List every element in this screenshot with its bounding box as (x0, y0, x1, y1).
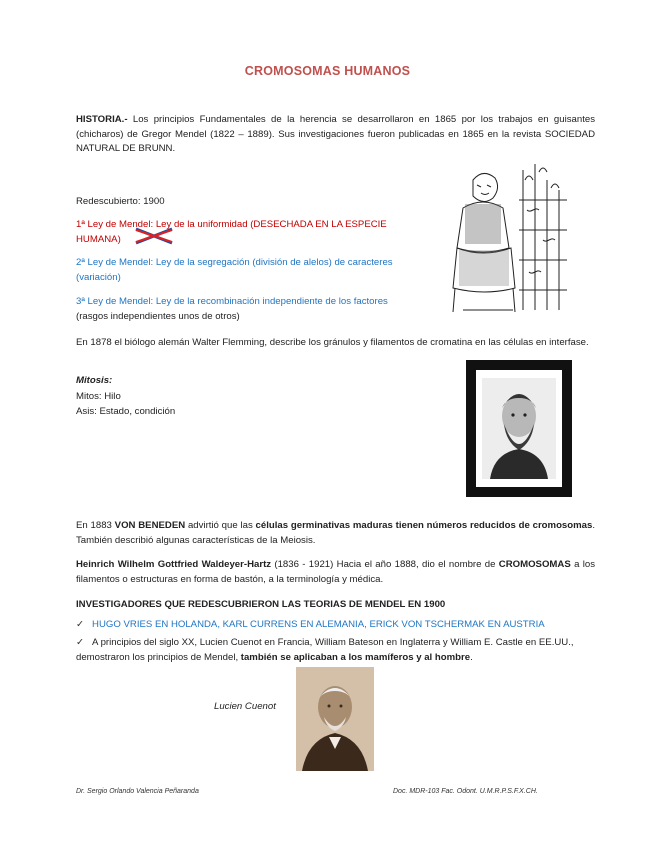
beneden-p2: advirtió que las (185, 520, 256, 531)
law-3 (76, 295, 421, 324)
bullet-2-text: A principios del siglo XX, Lucien Cuenot en Francia, William Bateson en Inglaterra y William E. Castle en EE.UU., demostraron los principios de Mendel, (76, 637, 574, 663)
rejected-x-mark (133, 226, 175, 246)
bullet-1 (76, 618, 595, 633)
beneden-p1: En 1883 (76, 520, 115, 531)
flemming-portrait-frame (466, 360, 572, 497)
historia-label: HISTORIA.- (76, 114, 128, 125)
mitosis-line-2: Asis: Estado, condición (76, 406, 176, 417)
flemming-paragraph: En 1878 el biólogo alemán Walter Flemming, describe los gránulos y filamentos de cromatina en las células en interfase. (76, 337, 589, 348)
law-3-main: 3ª Ley de Mendel: Ley de la recombinación independiente de los factores (76, 296, 388, 307)
law-1: 1ª Ley de Mendel: Ley de la uniformidad (DESECHADA EN LA ESPECIE HUMANA) (76, 219, 387, 245)
mendel-sketch-illustration (443, 160, 573, 318)
beneden-bold: células germinativas maduras tienen números reducidos de cromosomas (255, 520, 593, 531)
mitosis-line-1: Mitos: Hilo (76, 391, 121, 402)
page-title: CROMOSOMAS HUMANOS (244, 64, 411, 78)
flemming-portrait (476, 370, 562, 487)
waldeyer-p2: a los filamentos o estructuras en forma de bastón, a la terminología y médica. (76, 559, 595, 585)
historia-text: Los principios Fundamentales de la herencia se desarrollaron en 1865 por los trabajos en guisantes (chicharos) de Gregor Mendel (1822 – 1889). Sus investigaciones fueron publicadas en 1865 en la revista SOCIEDAD NATURAL DE BRUNN. (76, 114, 595, 154)
beneden-paragraph (76, 519, 595, 548)
waldeyer-paragraph (76, 558, 595, 587)
footer-doc-id: Doc. MDR-103 Fac. Odont. U.M.R.P.S.F.X.CH. (393, 788, 538, 795)
portrait-caption: Lucien Cuenot (214, 701, 276, 712)
waldeyer-p1: (1836 - 1921) Hacia el año 1888, dio el nombre de (271, 559, 499, 570)
law-2: 2ª Ley de Mendel: Ley de la segregación (división de alelos) de caracteres (variación) (76, 257, 393, 283)
check-icon: ✓ (76, 637, 85, 648)
cuenot-portrait (296, 667, 374, 771)
bullet-2-end: . (470, 651, 473, 663)
bullet-2 (76, 636, 595, 665)
beneden-name: VON BENEDEN (114, 520, 186, 531)
check-icon: ✓ (76, 619, 85, 630)
beneden-p3: . También describió algunas características de la Meiosis. (76, 520, 595, 546)
waldeyer-name: Heinrich Wilhelm Gottfried Waldeyer-Hartz (76, 559, 272, 570)
redescubierto-text: Redescubierto: 1900 (76, 196, 165, 207)
bullet-2-bold: también se aplicaban a los mamíferos y al hombre (240, 651, 471, 663)
waldeyer-term: CROMOSOMAS (498, 559, 571, 570)
footer-author: Dr. Sergio Orlando Valencia Peñaranda (76, 788, 199, 795)
investigadores-heading: INVESTIGADORES QUE REDESCUBRIERON LAS TEORIAS DE MENDEL EN 1900 (76, 599, 446, 610)
mitosis-heading: Mitosis: (76, 375, 113, 386)
bullet-1-text: HUGO VRIES EN HOLANDA, KARL CURRENS EN ALEMANIA, ERICK VON TSCHERMAK EN AUSTRIA (92, 619, 545, 630)
law-3-note: (rasgos independientes unos de otros) (76, 310, 240, 322)
historia-paragraph (76, 113, 595, 157)
